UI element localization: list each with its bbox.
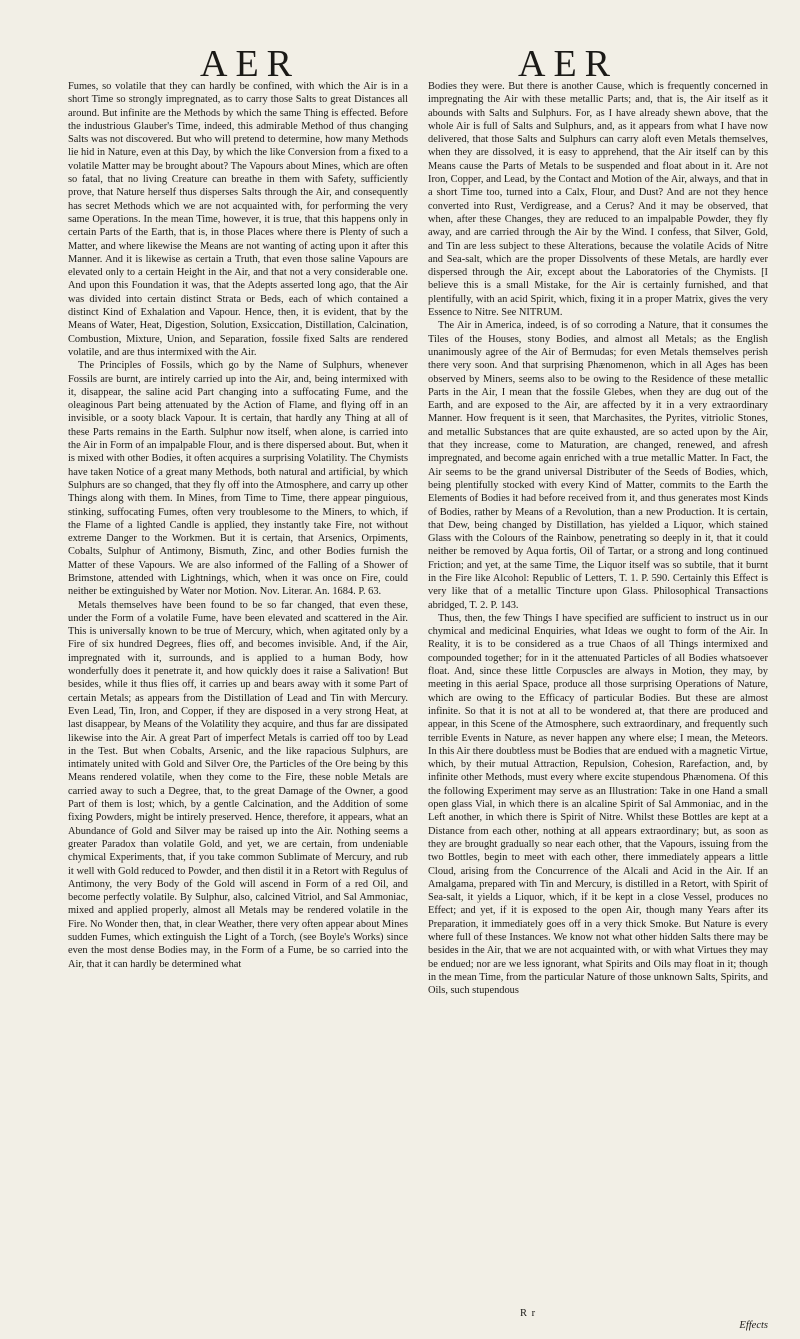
paragraph: Bodies they were. But there is another Cause, which is frequently concerned in impregnating the Air with these metallic Parts; and, that is, the Air itself as it abounds with Salts and Sulphurs. For, as I have already shewn above, that the whole Air is full of Salts and Sulphurs, and, as it appears from what I have now delivered, that those Salts and Sulphurs can carry aloft even Metals themselves, when they are dissolved, it is easy to apprehend, that the Air itself can by this Means cause the Parts of Metals to be suspended and float about in it. Are not Iron, Copper, and Lead, by the Contact and Motion of the Air, always, and that in a short Time too, turned into a Calx, Flour, and Dust? And are not they hence converted into Rust, Verdigrease, and a Cerus? And it may be observed, that when, after these Changes, they are reduced to an impalpable Powder, they fly away, and are carried through the Air by the Wind. I confess, that Silver, Gold, and Tin are less subject to these Alterations, because the volatile Acids of Nitre and Sea-salt, which are the proper Dissolvents of these Metals, are hardly ever dispersed through the Air, except about the Laboratories of the Chymists. [I believe this is a small Mistake, for the Air is certainly furnished, and that plentifully, with an acid Spirit, which, fixing it in a proper Matrix, gives the very Essence to Nitre. See NITRUM. bbox=[428, 81, 768, 319]
left-column bbox=[68, 80, 408, 1320]
paragraph: Metals themselves have been found to be so far changed, that even these, under the Form of a volatile Fume, have been elevated and scattered in the Air. This is universally known to be true of Mercury, which, when agitated only by a Fire of six hundred Degrees, flies off, and becomes invisible. And, if the Air, impregnated with it, surrounds, and is applied to a human Body, how wonderfully does it penetrate it, and how quickly does it raise a Salivation! But besides, while it thus flies off, it carries up and bears away with it some Part of certain Metals; as appears from the Distillation of Lead and Tin with Mercury. Even Lead, Tin, Iron, and Copper, if they are disposed in a very strong Heat, at last disappear, by Means of the Volatility they acquire, and thus far are dissipated likewise into the Air. A great Part of imperfect Metals is carried off too by Lead in the Test. But when Cobalts, Arsenic, and the like rapacious Sulphurs, are intimately united with Gold and Silver Ore, the Particles of the Ore being by this Means rendered volatile, when they come to the Fire, these noble Metals are carried away to such a Degree, that, to the great Damage of the Owner, a good Part of them is lost; which, by a gentle Calcination, and the Addition of some fixing Powders, might be intirely preserved. Hence, therefore, it appears, what an Abundance of Gold and Silver may be raised up into the Air. Nothing seems a greater Paradox than volatile Gold, and yet, we are certain, from undeniable chymical Experiments, that, if you take common Sublimate of Mercury, and rub it well with Gold reduced to Powder, and then distil it in a Retort with Regulus of Antimony, the very Body of the Gold will ascend in Form of a red Oil, and become perfectly volatile. By Sulphur, also, calcined Vitriol, and Sal Ammoniac, mixed and applied properly, almost all Metals may be rendered volatile in the Fire. No Wonder then, that, in clear Weather, there very often appear about Mines sudden Fumes, which extinguish the Light of a Torch, (see Boyle's Works) since even the most dense Bodies may, in the Form of a Fume, be so carried into the Air, that it can hardly be determined what bbox=[68, 599, 408, 970]
paragraph: Thus, then, the few Things I have specified are sufficient to instruct us in our chymical and medicinal Enquiries, what Ideas we ought to form of the Air. In Reality, it is to be considered as a true Chaos of all Things intermixed and compounded together; for in it the attenuated Particles of all Bodies whatsoever float. And, since these little Corpuscles are always in Motion, they may, by meeting in this aerial Space, produce all those surprising Operations of Nature, which are owing to the Efficacy of particular Bodies. But these are almost infinite. So that it is not at all to be wondered at, that there are produced and appear, in this Scene of the Atmosphere, such extraordinary, and frequently such terrible Events in Nature, as never happen any where else; I mean, the Meteors. In this Air there doubtless must be Bodies that are endued with a magnetic Virtue, which, by their mutual Attraction, Repulsion, Cohesion, Rarefaction, and, by infinite other Methods, must every where excite stupendous Phænomena. Of this the following Experiment may serve as an Illustration: Take in one Hand a small open glass Vial, in which there is an alcaline Spirit of Sal Ammoniac, and in the Left another, in which there is Spirit of Nitre. Whilst these Bottles are kept at a Distance from each other, nothing at all appears extraordinary; but, as soon as they are brought gradually so near each other, that the Vapours, issuing from the two Bottles, begin to meet with each other, there immediately appears a little Cloud, arising from the Concurrence of the Alcali and Acid in the Air. If an Amalgama, prepared with Tin and Mercury, is distilled in a Retort, with Spirit of Sea-salt, it yields a Liquor, which, if it be kept in a close Vessel, produces no Effect; and yet, if it is exposed to the open Air, though many Years after its Preparation, it immediately goes off in a very thick Smoke. But Nature is every where full of these Instances. We know not what other hidden Salts there may be besides in the Air, that we are not acquainted with, or with what Virtues they may be endued; nor are we less ignorant, what Spirits and Oils may float in it; though in the mean Time, from the particular Nature of those unknown Salts, Spirits, and Oils, such stupendous bbox=[428, 612, 768, 997]
paragraph: Fumes, so volatile that they can hardly be confined, with which the Air is in a short Time so strongly impregnated, as to carry those Salts to great Distances all around. But infinite are the Methods by which the same Thing is effected. Before the industrious Glauber's Time, indeed, this admirable Method of thus changing Salts was not discovered. But who will pretend to determine, how many Methods lie hid in Nature, even at this Day, by which the like Conversion from a fixed to a volatile Matter may be brought about? The Vapours about Mines, which are often so fatal, that no living Creature can breathe in them with Safety, sufficiently prove, that Nature herself thus disperses Salts through the Air, and consequently has secret Methods which we are not acquainted with, for performing the very same Operations. In the mean Time, however, it is true, that this happens only in certain Parts of the Earth, that is, in those Places where there is Plenty of such a Matter, and where likewise the Means are not wanting of acting upon it after this Manner. And it is likewise as certain a Truth, that even those saline Vapours are elevated only to a certain Height in the Air, and that not a very considerable one. And upon this Foundation it was, that the Adepts asserted long ago, that the Air was divided into certain distinct Strata or Beds, each of which contained a distinct Kind of Exhalation and Vapour. Hence, then, it is evident, that by the Means of Water, Heat, Digestion, Solution, Exsiccation, Distillation, Calcination, Combustion, Mixture, Union, and Separation, fossile fixed Salts are rendered volatile, and are thus intermixed with the Air. bbox=[68, 81, 408, 358]
running-head-left: AER bbox=[200, 43, 300, 85]
running-head-right: AER bbox=[518, 43, 618, 85]
text-columns bbox=[68, 80, 770, 1320]
catchword: Effects bbox=[739, 1320, 768, 1331]
paragraph: The Principles of Fossils, which go by the Name of Sulphurs, whenever Fossils are burnt, are intirely carried up into the Air, and, being intermixed with it, disappear, the saline acid Part changing into a suffocating Fume, and the oleaginous Part being attenuated by the Action of Flame, and flying off in an invisible, or a sooty black Vapour. It is certain, that hardly any Thing at all of these Parts remains in the Earth. Sulphur now itself, when alone, is carried into the Air in Form of an impalpable Flour, and is there dispersed about. But, when it is mixed with other Bodies, it often acquires a surprising Volatility. The Chymists have taken Notice of a great many Methods, both natural and artificial, by which Sulphurs are so changed, that they fly off into the Atmosphere, and carry up other Things along with them. In Mines, from Time to Time, there appear pinguious, stinking, suffocating Fumes, often very troublesome to the Miners, to which, if the Flame of a lighted Candle is applied, they instantly take Fire, not without extreme Danger to the Workmen. But it is certain, that Arsenics, Orpiments, Cobalts, Sulphur of Antimony, Bismuth, Zinc, and other Bodies furnish the Matter of these Vapours. We are also informed of the Falling of a Shower of Brimstone, attended with Lightnings, which, when it was once on Fire, could neither be extinguished by Water nor Motion. Nov. Literar. An. 1684. P. 63. bbox=[68, 360, 408, 598]
right-column bbox=[428, 80, 768, 1320]
signature-mark: R r bbox=[520, 1308, 537, 1319]
paragraph: The Air in America, indeed, is of so corroding a Nature, that it consumes the Tiles of the Houses, stony Bodies, and almost all Metals; as the English unanimously agree of the Air of Bermudas; for even Metals themselves perish there very soon. And that surprising Phænomenon, which in all Ages has been observed by Miners, seems also to be owing to the Residence of these metallic Parts in the Air, I mean that the fossile Glebes, when they are dug out of the Earth, and are exposed to the Air, are affected by it in a very extraordinary Manner. How frequent is it seen, that Marchasites, the Pyrites, vitriolic Stones, and metallic Substances that are quite exhausted, are so acted upon by the Air, that they increase, come to Maturation, are changed, renewed, and afresh impregnated, and become again enriched with a true metallic Matter. In Fact, the Air seems to be the grand universal Distributer of the Seeds of Bodies, which, being plentifully stocked with every Kind of Matter, commits to the Earth the Elements of Bodies it had before received from it, and thus generates most Kinds of Bodies, rather by Means of a Revolution, than a new Production. It is certain, that Dew, being changed by Distillation, has yielded a Liquor, which stained Glass with the Colours of the Rainbow, penetrating so deeply in it, that it could neither be removed by Aqua fortis, Oil of Tartar, or a strong and long continued Friction; and yet, at the same Time, the Liquor itself was so subtile, that it burnt in the Fire like Alcohol: Republic of Letters, T. 1. P. 590. Certainly this Effect is very like that of a metallic Tincture upon Glass. Philosophical Transactions abridged, T. 2. P. 143. bbox=[428, 320, 768, 611]
